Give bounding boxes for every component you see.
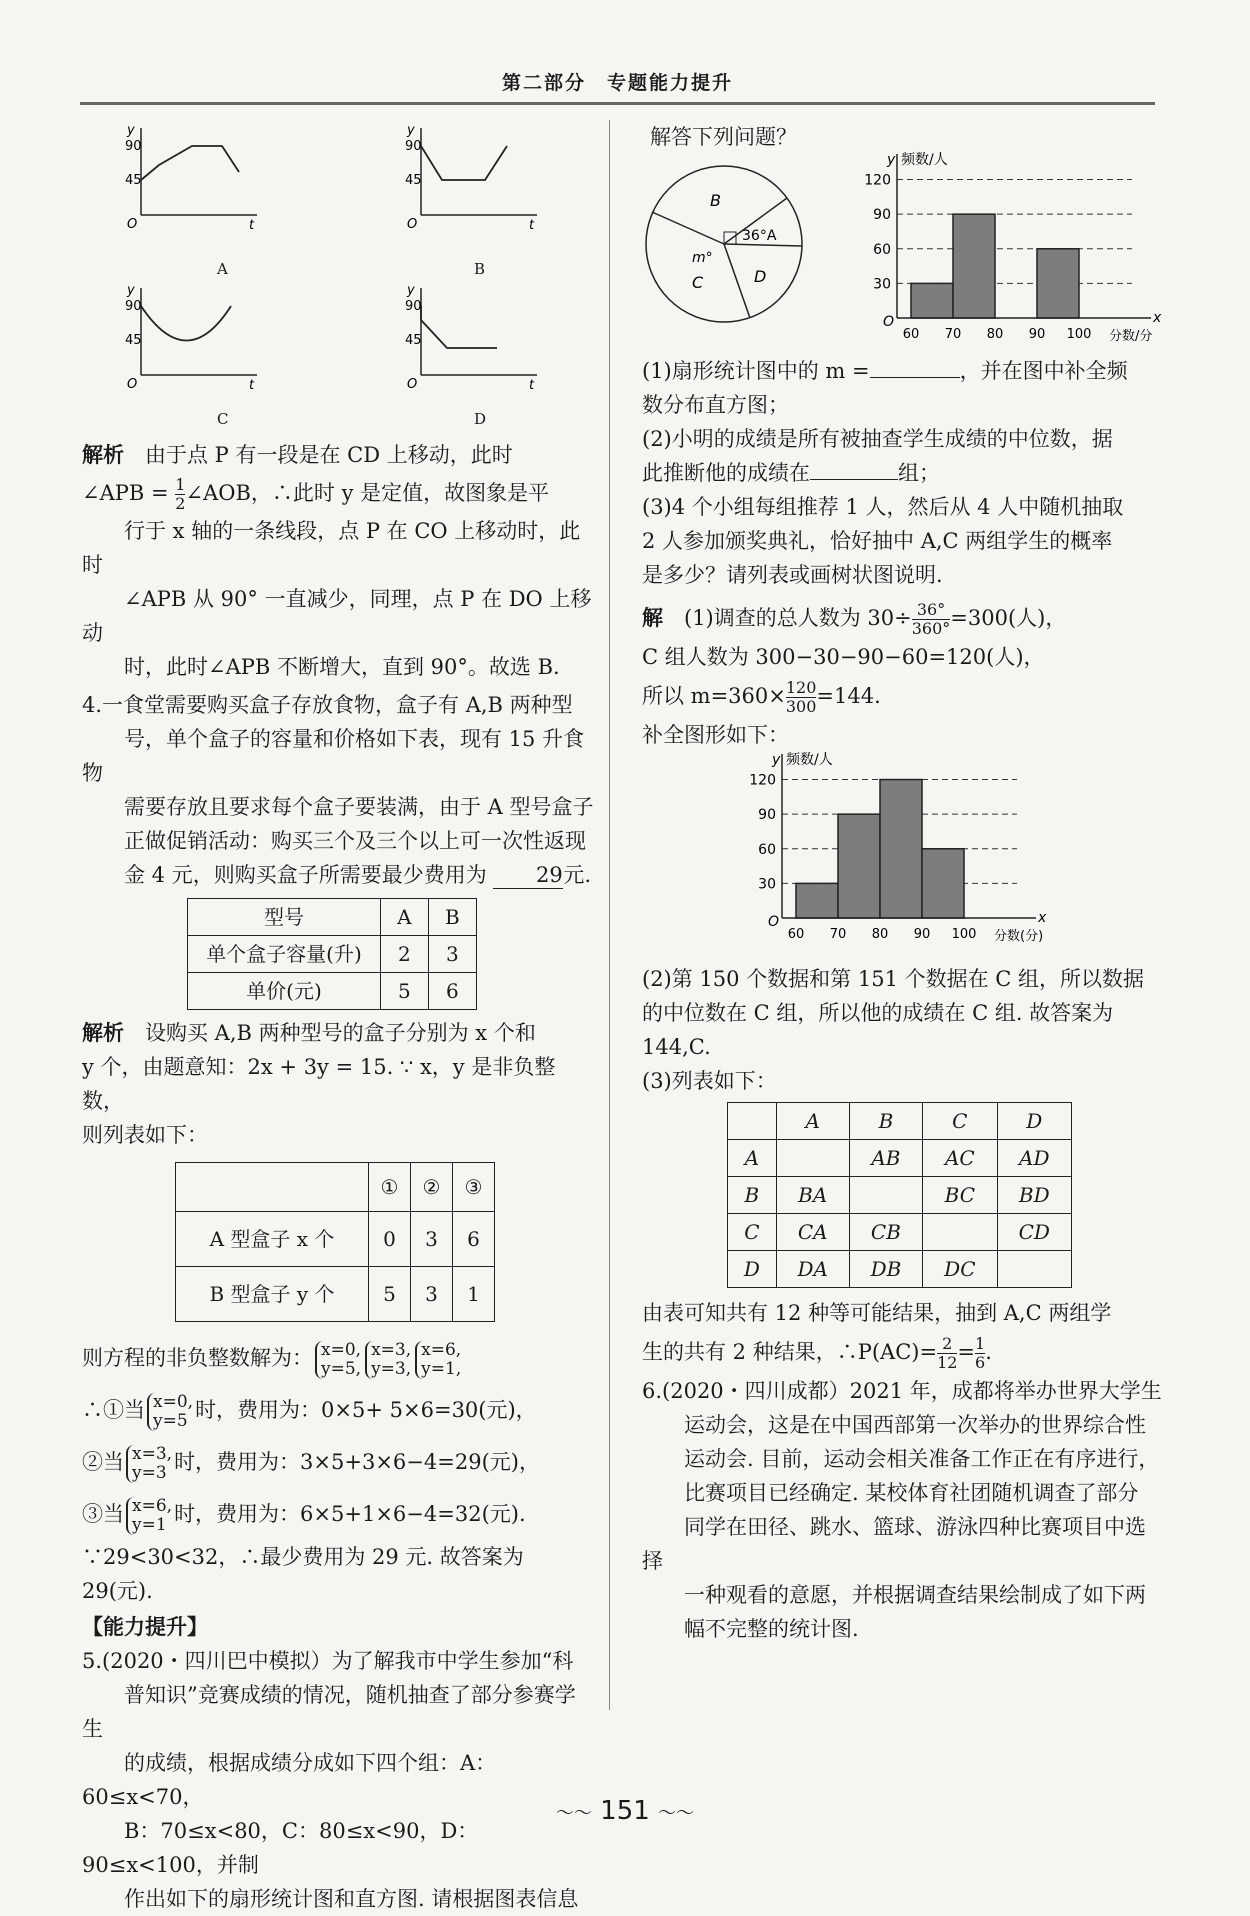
analysis-3-l4: ∠APB 从 90° 一直减少，同理，点 P 在 DO 上移动	[82, 587, 592, 645]
s2: C 组人数为 300−30−90−60=120(人)，	[642, 645, 1045, 669]
case1-brace	[147, 1393, 193, 1431]
graph-d-caption: D	[474, 410, 487, 428]
q4-answer: 29	[493, 862, 563, 889]
graph-c-y: y	[127, 283, 135, 298]
q6-l3: 运动会. 目前，运动会相关准备工作正在有序进行，	[684, 1447, 1160, 1471]
graph-b-caption: B	[474, 260, 486, 278]
table-row	[728, 1103, 1072, 1140]
graph-d-t: t	[529, 378, 535, 393]
q5-blank-2	[810, 479, 898, 480]
brace-line: x=6,	[132, 1495, 173, 1516]
table-cell: C	[728, 1214, 777, 1251]
table-cell: B 型盒子 y 个	[176, 1267, 369, 1322]
x-axis-title: 分数(分)	[994, 929, 1044, 944]
graph-a-y: y	[127, 123, 135, 138]
frac-den: 300	[785, 697, 817, 716]
x-axis-letter: x	[1038, 910, 1047, 926]
table-cell: 6	[428, 973, 476, 1010]
case3-pre: ③当	[82, 1502, 124, 1526]
brace-1	[315, 1341, 361, 1379]
table-cell	[776, 1140, 849, 1177]
sol-intro: 则方程的非负整数解为：	[82, 1346, 313, 1370]
graph-b-t: t	[529, 218, 535, 233]
case3-brace	[126, 1497, 172, 1535]
table-cell: A	[381, 899, 429, 936]
histogram-incomplete	[857, 146, 1162, 356]
table-cell: D	[997, 1103, 1071, 1140]
graph-b-45: 45	[405, 173, 422, 188]
small-graphs	[82, 120, 594, 430]
q4-l5a: 金 4 元，则购买盒子所需要最少费用为	[124, 863, 487, 887]
question-4	[82, 688, 594, 1010]
graph-a-t: t	[249, 218, 255, 233]
graph-c-caption: C	[217, 410, 229, 428]
s6: 的中位数在 C 组，所以他的成绩在 C 组. 故答案为	[642, 1001, 1114, 1025]
q5-subquestions	[642, 354, 1162, 592]
pie-label-m: m°	[692, 250, 713, 266]
graph-a-45: 45	[125, 173, 142, 188]
question-5	[82, 1644, 594, 1916]
q5-q2c: 组；	[898, 461, 940, 485]
fraction-36-360	[912, 601, 951, 638]
brace-line: x=0,	[321, 1339, 362, 1360]
y-tick-label: 30	[873, 276, 891, 293]
graph-c	[125, 280, 267, 393]
outcome-table	[727, 1102, 1072, 1288]
analysis-3-l5: 时，此时∠APB 不断增大，直到 90°。故选 B.	[124, 655, 560, 679]
histogram-bar	[880, 780, 922, 918]
fraction-1-6	[975, 1335, 985, 1372]
q6-l4: 比赛项目已经确定. 某校体育社团随机调查了部分	[684, 1481, 1139, 1505]
fraction-120-300	[786, 679, 817, 716]
table-cell: A	[728, 1140, 777, 1177]
table-cell: 3	[428, 936, 476, 973]
frac-num: 36°	[912, 601, 951, 620]
table-row	[176, 1212, 495, 1267]
table-cell: DB	[849, 1251, 922, 1288]
analysis-3	[82, 438, 594, 684]
graph-a-o: O	[127, 217, 138, 232]
y-axis-letter: y	[772, 752, 781, 768]
table-row	[176, 1267, 495, 1322]
s10a: 生的共有 2 种结果，∴P(AC)=	[642, 1340, 938, 1364]
q5-l5: 作出如下的扇形统计图和直方图. 请根据图表信息	[124, 1887, 579, 1911]
q6-l1: 6.(2020・四川成都）2021 年，成都将举办世界大学生	[642, 1379, 1162, 1403]
table-cell: B	[728, 1177, 777, 1214]
q5-q1c: 数分布直方图；	[642, 393, 789, 417]
table-cell: AB	[849, 1140, 922, 1177]
left-column	[82, 120, 594, 1916]
histogram-wrap	[642, 752, 1162, 962]
graph-d-45: 45	[405, 333, 422, 348]
table-cell: 单价(元)	[188, 973, 381, 1010]
brace-line: y=5	[153, 1410, 188, 1431]
q4-l1: 4.一食堂需要购买盒子存放食物，盒子有 A,B 两种型	[82, 693, 573, 717]
graph-c-90: 90	[125, 299, 142, 314]
conclusion-4: ∵29<30<32，∴最少费用为 29 元. 故答案为 29(元).	[82, 1545, 524, 1603]
brace-line: x=3,	[371, 1339, 412, 1360]
analysis-4-label: 解析	[82, 1021, 124, 1045]
table-cell: 6	[453, 1212, 495, 1267]
q5-q1a: (1)扇形统计图中的 m =	[642, 359, 870, 383]
q5-q2a: (2)小明的成绩是所有被抽查学生成绩的中位数，据	[642, 427, 1113, 451]
x-tick-label: 70	[829, 927, 847, 942]
y-tick-label: 120	[864, 172, 891, 189]
analysis-3-l3: 行于 x 轴的一条线段，点 P 在 CO 上移动时，此时	[82, 519, 581, 577]
brace-line: y=3	[132, 1462, 167, 1483]
x-tick-label: 80	[871, 927, 889, 942]
s5: (2)第 150 个数据和第 151 个数据在 C 组，所以数据	[642, 967, 1145, 991]
s8: (3)列表如下：	[642, 1069, 777, 1093]
table-cell	[176, 1163, 369, 1212]
analysis-4-l2: y 个，由题意知：2x + 3y = 15. ∵ x，y 是非负整数，	[82, 1055, 556, 1113]
q6-l5: 同学在田径、跳水、篮球、游泳四种比赛项目中选择	[642, 1515, 1146, 1573]
table-cell: 单个盒子容量(升)	[188, 936, 381, 973]
q5-l2: 普知识”竞赛成绩的情况，随机抽查了部分参赛学生	[82, 1683, 576, 1741]
case1-post: 时，费用为：0×5+ 5×6=30(元)，	[195, 1398, 537, 1422]
x-tick-label: 60	[902, 327, 920, 342]
graph-a-90: 90	[125, 139, 142, 154]
graph-b	[405, 120, 547, 233]
section-title: 【能力提升】	[82, 1615, 208, 1639]
case2-post: 时，费用为：3×5+3×6−4=29(元)，	[174, 1450, 540, 1474]
brace-3	[415, 1341, 461, 1379]
solutions-table	[175, 1162, 495, 1322]
table-row	[728, 1140, 1072, 1177]
fraction-2-12	[937, 1335, 957, 1372]
histogram-complete	[742, 746, 1047, 961]
x-tick-label: 60	[787, 927, 805, 942]
q5-q2b: 此推断他的成绩在	[642, 461, 810, 485]
q5-l1: 5.(2020・四川巴中模拟）为了解我市中学生参加“科	[82, 1649, 574, 1673]
graph-c-45: 45	[125, 333, 142, 348]
graph-c-t: t	[249, 378, 255, 393]
s1a: (1)调查的总人数为 30÷	[684, 606, 912, 630]
histogram-bar	[911, 283, 953, 318]
y-tick-label: 30	[758, 876, 776, 893]
graph-a-caption: A	[217, 260, 228, 278]
graph-d	[405, 280, 547, 393]
table-row	[188, 973, 477, 1010]
page-header	[80, 68, 1155, 104]
y-tick-label: 90	[873, 207, 891, 224]
s10-end: .	[985, 1340, 992, 1364]
case2-pre: ②当	[82, 1450, 124, 1474]
q4-l3: 需要存放且要求每个盒子要装满，由于 A 型号盒子	[124, 795, 594, 819]
pie-label-a: 36°A	[742, 228, 777, 244]
frac-num: 2	[937, 1335, 957, 1354]
s7: 144,C.	[642, 1035, 711, 1059]
histogram-bar	[796, 883, 838, 918]
s9: 由表可知共有 12 种等可能结果，抽到 A,C 两组学	[642, 1301, 1112, 1325]
analysis-4	[82, 1016, 594, 1608]
brace-line: y=5,	[321, 1358, 362, 1379]
frac-den: 360°	[911, 619, 951, 638]
table-cell	[997, 1251, 1071, 1288]
box-table	[187, 898, 477, 1010]
table-cell: 型号	[188, 899, 381, 936]
header-rule	[80, 102, 1155, 105]
y-axis-letter: y	[887, 152, 896, 168]
brace-line: y=3,	[371, 1358, 412, 1379]
table-cell: BC	[923, 1177, 997, 1214]
graph-d-90: 90	[405, 299, 422, 314]
pie-label-b: B	[710, 191, 721, 210]
table-cell: ②	[411, 1163, 453, 1212]
header-title: 第二部分 专题能力提升	[501, 72, 733, 94]
table-cell: 5	[369, 1267, 411, 1322]
q4-l2: 号，单个盒子的容量和价格如下表，现有 15 升食物	[82, 727, 585, 785]
histogram-bar	[1037, 249, 1079, 318]
case2-brace	[126, 1445, 172, 1483]
x-tick-label: 100	[951, 927, 977, 942]
q5-q1b: ，并在图中补全频	[959, 359, 1128, 383]
brace-line: x=3,	[132, 1443, 173, 1464]
table-row	[188, 936, 477, 973]
table-cell	[923, 1214, 997, 1251]
solution-label: 解	[642, 606, 663, 630]
q5-r0: 解答下列问题？	[650, 125, 797, 149]
table-cell: 3	[411, 1267, 453, 1322]
q4-l4: 正做促销活动：购买三个及三个以上可一次性返现	[124, 829, 586, 853]
footer-ornament-right: 〜〜	[658, 1803, 695, 1824]
s3b: =144.	[816, 684, 881, 708]
s4: 补全图形如下：	[642, 723, 789, 747]
graph-b-90: 90	[405, 139, 422, 154]
table-cell: B	[428, 899, 476, 936]
table-cell: 3	[411, 1212, 453, 1267]
x-axis-title: 分数/分	[1109, 329, 1153, 344]
table-cell: 1	[453, 1267, 495, 1322]
frac-num: 120	[785, 678, 817, 697]
x-tick-label: 80	[986, 327, 1004, 342]
y-tick-label: 60	[873, 241, 891, 258]
table-cell	[728, 1103, 777, 1140]
table-row	[188, 899, 477, 936]
table-cell: DC	[923, 1251, 997, 1288]
x-tick-label: 100	[1066, 327, 1092, 342]
brace-line: x=0,	[153, 1391, 194, 1412]
frac-num: 1	[975, 1334, 986, 1353]
frac-den: 6	[975, 1353, 986, 1372]
q6-l6: 一种观看的意愿，并根据调查结果绘制成了如下两	[684, 1583, 1146, 1607]
analysis-3-l2a: ∠APB =	[82, 481, 169, 505]
table-cell: CB	[849, 1214, 922, 1251]
frac-num: 1	[175, 475, 186, 494]
table-cell: ③	[453, 1163, 495, 1212]
table-row	[728, 1214, 1072, 1251]
table-cell	[849, 1177, 922, 1214]
page-number: 151	[600, 1796, 650, 1826]
column-divider	[609, 120, 610, 1710]
origin-label: O	[883, 314, 895, 330]
q5-q3a: (3)4 个小组每组推荐 1 人，然后从 4 人中随机抽取	[642, 495, 1124, 519]
y-axis-title: 频数/人	[786, 752, 833, 768]
analysis-3-l2b: ∠AOB，∴此时 y 是定值，故图象是平	[185, 481, 550, 505]
table-cell: 2	[381, 936, 429, 973]
table-cell: C	[923, 1103, 997, 1140]
q5-q3b: 2 人参加颁奖典礼，恰好抽中 A,C 两组学生的概率	[642, 529, 1113, 553]
y-tick-label: 120	[749, 772, 776, 789]
x-axis-letter: x	[1153, 310, 1162, 326]
table-cell: B	[849, 1103, 922, 1140]
histogram-bar	[838, 814, 880, 918]
table-cell: DA	[776, 1251, 849, 1288]
graph-b-o: O	[407, 217, 418, 232]
brace-line: y=1,	[421, 1358, 462, 1379]
right-column	[642, 120, 1162, 1646]
graph-a	[125, 120, 267, 233]
table-cell: AD	[997, 1140, 1071, 1177]
graph-c-o: O	[127, 377, 138, 392]
table-cell: 0	[369, 1212, 411, 1267]
table-cell: ①	[369, 1163, 411, 1212]
analysis-3-l1: 由于点 P 有一段是在 CD 上移动，此时	[145, 443, 513, 467]
q5-q3c: 是多少？请列表或画树状图说明.	[642, 563, 943, 587]
graph-d-y: y	[407, 283, 415, 298]
pie-label-c: C	[692, 273, 704, 292]
fraction-half	[175, 476, 185, 513]
frac-den: 2	[175, 494, 186, 513]
table-row	[176, 1163, 495, 1212]
histogram-bar	[953, 214, 995, 318]
y-axis-title: 频数/人	[901, 152, 948, 168]
y-tick-label: 60	[758, 841, 776, 858]
table-cell: CD	[997, 1214, 1071, 1251]
brace-line: x=6,	[421, 1339, 462, 1360]
analysis-3-label: 解析	[82, 443, 124, 467]
question-6	[642, 1374, 1162, 1646]
case1-pre: ∴①当	[82, 1398, 145, 1422]
q5-blank-1	[870, 377, 960, 378]
q6-l2: 运动会，这是在中国西部第一次举办的世界综合性	[684, 1413, 1146, 1437]
case3-post: 时，费用为：6×5+1×6−4=32(元).	[174, 1502, 526, 1526]
histogram-bar	[922, 849, 964, 918]
table-cell: BA	[776, 1177, 849, 1214]
graph-d-o: O	[407, 377, 418, 392]
table-cell: CA	[776, 1214, 849, 1251]
q5-figures	[642, 154, 1162, 354]
table-cell: A	[776, 1103, 849, 1140]
graph-b-y: y	[407, 123, 415, 138]
x-tick-label: 70	[944, 327, 962, 342]
origin-label: O	[768, 914, 780, 930]
table-cell: A 型盒子 x 个	[176, 1212, 369, 1267]
analysis-4-l3: 则列表如下：	[82, 1123, 208, 1147]
table-cell: D	[728, 1251, 777, 1288]
page-footer	[520, 1796, 730, 1826]
x-tick-label: 90	[1028, 327, 1046, 342]
q5-l3: 的成绩，根据成绩分成如下四个组：A：60≤x<70，	[82, 1751, 497, 1809]
q5-l4: B：70≤x<80，C：80≤x<90，D：90≤x<100，并制	[82, 1819, 479, 1877]
table-row	[728, 1251, 1072, 1288]
q6-l7: 幅不完整的统计图.	[684, 1617, 859, 1641]
s10-eq: =	[957, 1340, 976, 1364]
frac-den: 12	[937, 1353, 958, 1372]
s1b: =300(人)，	[950, 606, 1067, 630]
brace-line: y=1	[132, 1514, 167, 1535]
footer-ornament-left: 〜〜	[555, 1803, 592, 1824]
q4-l5b: 元.	[563, 863, 592, 887]
brace-2	[365, 1341, 411, 1379]
table-cell: BD	[997, 1177, 1071, 1214]
pie-label-d: D	[754, 267, 767, 286]
solution-5	[642, 596, 1162, 1374]
x-tick-label: 90	[913, 927, 931, 942]
y-tick-label: 90	[758, 807, 776, 824]
table-row	[728, 1177, 1072, 1214]
table-cell: AC	[923, 1140, 997, 1177]
s3a: 所以 m=360×	[642, 684, 786, 708]
analysis-4-l1: 设购买 A,B 两种型号的盒子分别为 x 个和	[145, 1021, 536, 1045]
table-cell: 5	[381, 973, 429, 1010]
pie-chart	[642, 154, 812, 334]
